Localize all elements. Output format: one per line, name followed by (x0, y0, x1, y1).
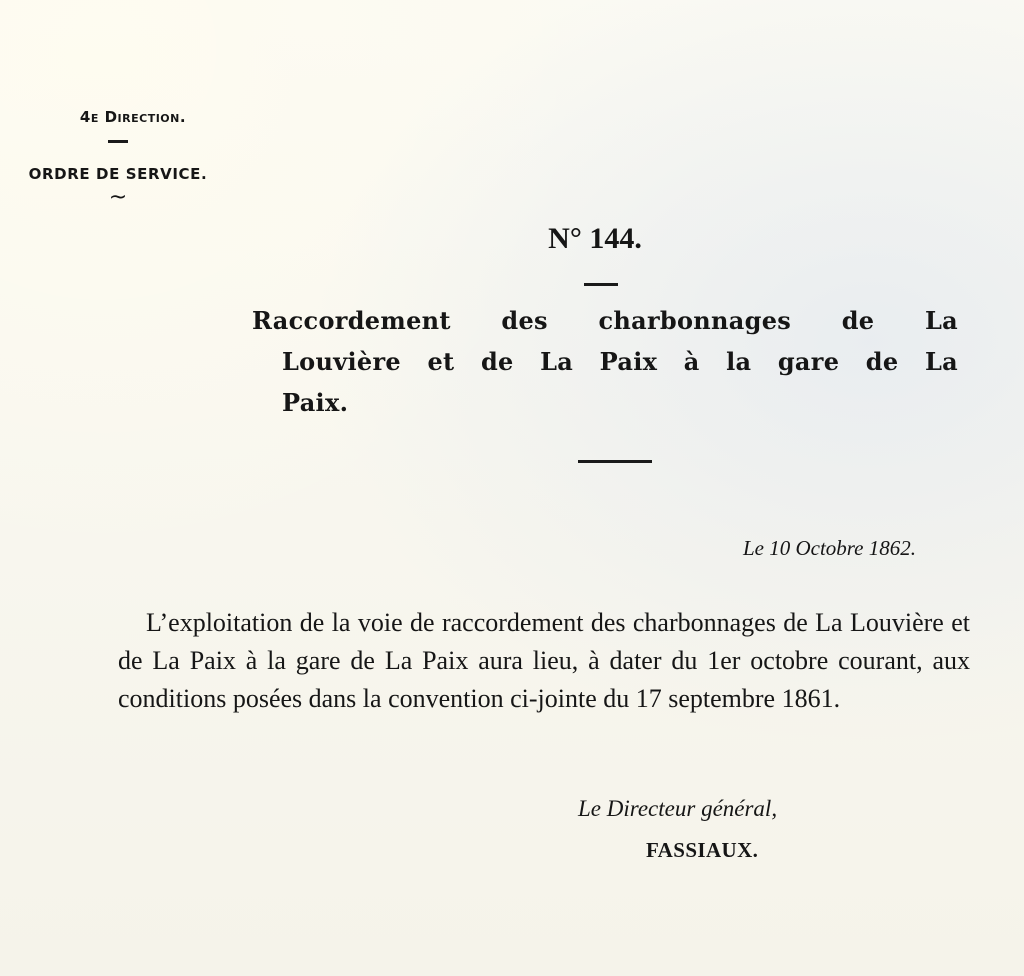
order-type-label: ORDRE DE SERVICE. (28, 165, 208, 183)
order-number: N° 144. (548, 222, 642, 255)
header-ornament: ~ (108, 185, 128, 210)
direction-label: 4e Direction. (79, 108, 187, 126)
body-paragraph: L’exploitation de la voie de raccordement des charbonnages de La Louvière et de La Paix à la gare de La Paix aura lieu, à dater du 1er octobre courant, aux conditions posées dans la convention ci-jointe du 17 septembre 1861. (118, 608, 970, 713)
header-divider (108, 140, 128, 143)
order-date: Le 10 Octobre 1862. (742, 536, 916, 560)
number-divider (584, 283, 618, 286)
service-header (28, 108, 208, 210)
title-line-1: Raccordement des charbonnages de La (252, 306, 958, 335)
signature-role: Le Directeur général, (578, 796, 778, 821)
order-title (252, 300, 958, 423)
title-line-3: Paix. (282, 388, 349, 417)
title-divider (578, 460, 652, 463)
signature-name: FASSIAUX. (646, 838, 759, 862)
title-line-2: Louvière et de La Paix à la gare de La (282, 347, 958, 376)
